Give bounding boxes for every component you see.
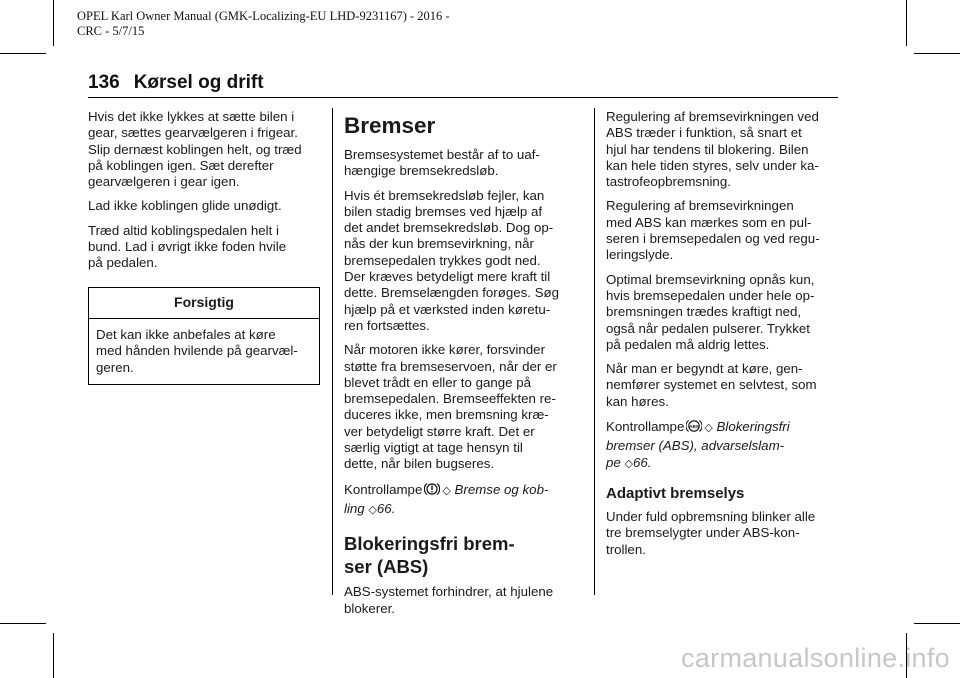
column-2 <box>344 109 586 625</box>
paragraph: Regulering af bremsevirkningen med ABS kan mærkes som en pul- seren i bremsepedalen og ved regu- leringslyde. <box>606 198 820 263</box>
caution-box <box>88 287 320 385</box>
paragraph: Under fuld opbremsning blinker alle tre bremselygter under ABS-kon- trollen. <box>606 508 816 557</box>
section-heading-abs: Blokeringsfri brem- ser (ABS) <box>344 533 515 578</box>
reference-arrow-icon: ◇ <box>704 422 713 435</box>
cross-reference: Kontrollampe ◇ Bremse og kob- ling ◇66. <box>344 481 549 516</box>
crop-mark <box>53 0 54 46</box>
page-reference[interactable]: 66. <box>376 500 396 516</box>
section-heading-adaptivt-bremselys: Adaptivt bremselys <box>606 484 745 502</box>
svg-text:ABS: ABS <box>689 423 700 429</box>
link-blokeringsfri-bremser[interactable]: Blokeringsfri <box>716 419 790 435</box>
reference-arrow-icon: ◇ <box>442 484 451 497</box>
document-header <box>77 9 450 39</box>
paragraph: Når motoren ikke kører, forsvinder støtte fra bremseservoen, når der er blevet trådt en eller to gange på bremsepedalen. Bremseeffekten re- duceres ikke, men bremsning kræ- ver betydeligt større kraft. Det er særlig vigtigt at tage hensyn til dette, når bilen bugseres. <box>344 342 557 472</box>
brake-warning-icon <box>424 481 440 501</box>
column-divider <box>594 108 595 595</box>
crop-mark <box>914 53 960 54</box>
paragraph: Hvis ét bremsekredsløb fejler, kan bilen stadig bremses ved hjælp af det andet bremsekredsløb. Dog op- nås der kun bremsevirkning, når bremsepedalen trykkes godt ned. Der kræves betydeligt mere kraft til dette. Bremselængden forøges. Søg hjælp på et værksted inden køretu- ren fortsættes. <box>344 187 560 333</box>
paragraph: Hvis det ikke lykkes at sætte bilen i gear, sættes gearvælgeren i frigear. Slip dernæst koblingen helt, og træd på koblingen igen. Sæt derefter gearvælgeren i gear igen. <box>88 109 302 190</box>
abs-icon <box>686 418 702 438</box>
page-number: 136 <box>88 72 120 93</box>
cross-reference: Kontrollampe ABS ◇ Blokeringsfri bremser (ABS), advarselslam- pe ◇66. <box>606 419 790 470</box>
paragraph: Bremsesystemet består af to uaf- hængige bremsekredsløb. <box>344 147 540 179</box>
crop-mark <box>914 623 960 624</box>
paragraph: Når man er begyndt at køre, gen- nemfører systemet en selvtest, som kan høres. <box>606 361 817 409</box>
crop-mark <box>0 623 46 624</box>
document-header-line2: CRC - 5/7/15 <box>77 24 145 38</box>
page-heading <box>88 72 264 94</box>
caution-body: Det kan ikke anbefales at køre med hånden hvilende på gearvæl- geren. <box>96 326 298 375</box>
paragraph: ABS-systemet forhindrer, at hjulene blokerer. <box>344 584 554 616</box>
crop-mark <box>53 633 54 678</box>
section-title: Kørsel og drift <box>133 72 264 93</box>
reference-arrow-icon: ◇ <box>624 457 633 470</box>
caution-title: Forsigtig <box>89 288 319 319</box>
page-reference[interactable]: 66. <box>632 454 652 470</box>
paragraph: Optimal bremsevirkning opnås kun, hvis bremsepedalen under hele op- bremsningen trædes kraftigt ned, også når pedalen pulserer. Trykket på pedalen må aldrig lettes. <box>606 271 815 352</box>
paragraph: Træd altid koblingspedalen helt i bund. Lad i øvrigt ikke foden hvile på pedalen. <box>88 222 287 271</box>
document-header-line1: OPEL Karl Owner Manual (GMK-Localizing-EU LHD-9231167) - 2016 - <box>77 9 450 23</box>
column-3 <box>606 109 846 566</box>
reference-arrow-icon: ◇ <box>368 503 377 516</box>
crop-mark <box>0 53 46 54</box>
watermark: carmanualsonline.info <box>681 643 950 673</box>
crop-mark <box>906 0 907 46</box>
section-heading-bremser: Bremser <box>344 113 436 138</box>
column-1 <box>88 109 324 385</box>
paragraph: Regulering af bremsevirkningen ved ABS træder i funktion, så snart et hjul har tendens til blokering. Bilen kan hele tiden styres, selv under ka- tastrofeopbremsning. <box>606 109 819 190</box>
link-bremse-og-kobling[interactable]: Bremse og kob- <box>454 481 549 497</box>
paragraph: Lad ikke koblingen glide unødigt. <box>88 198 282 214</box>
column-divider <box>332 108 333 595</box>
header-rule <box>88 97 838 98</box>
